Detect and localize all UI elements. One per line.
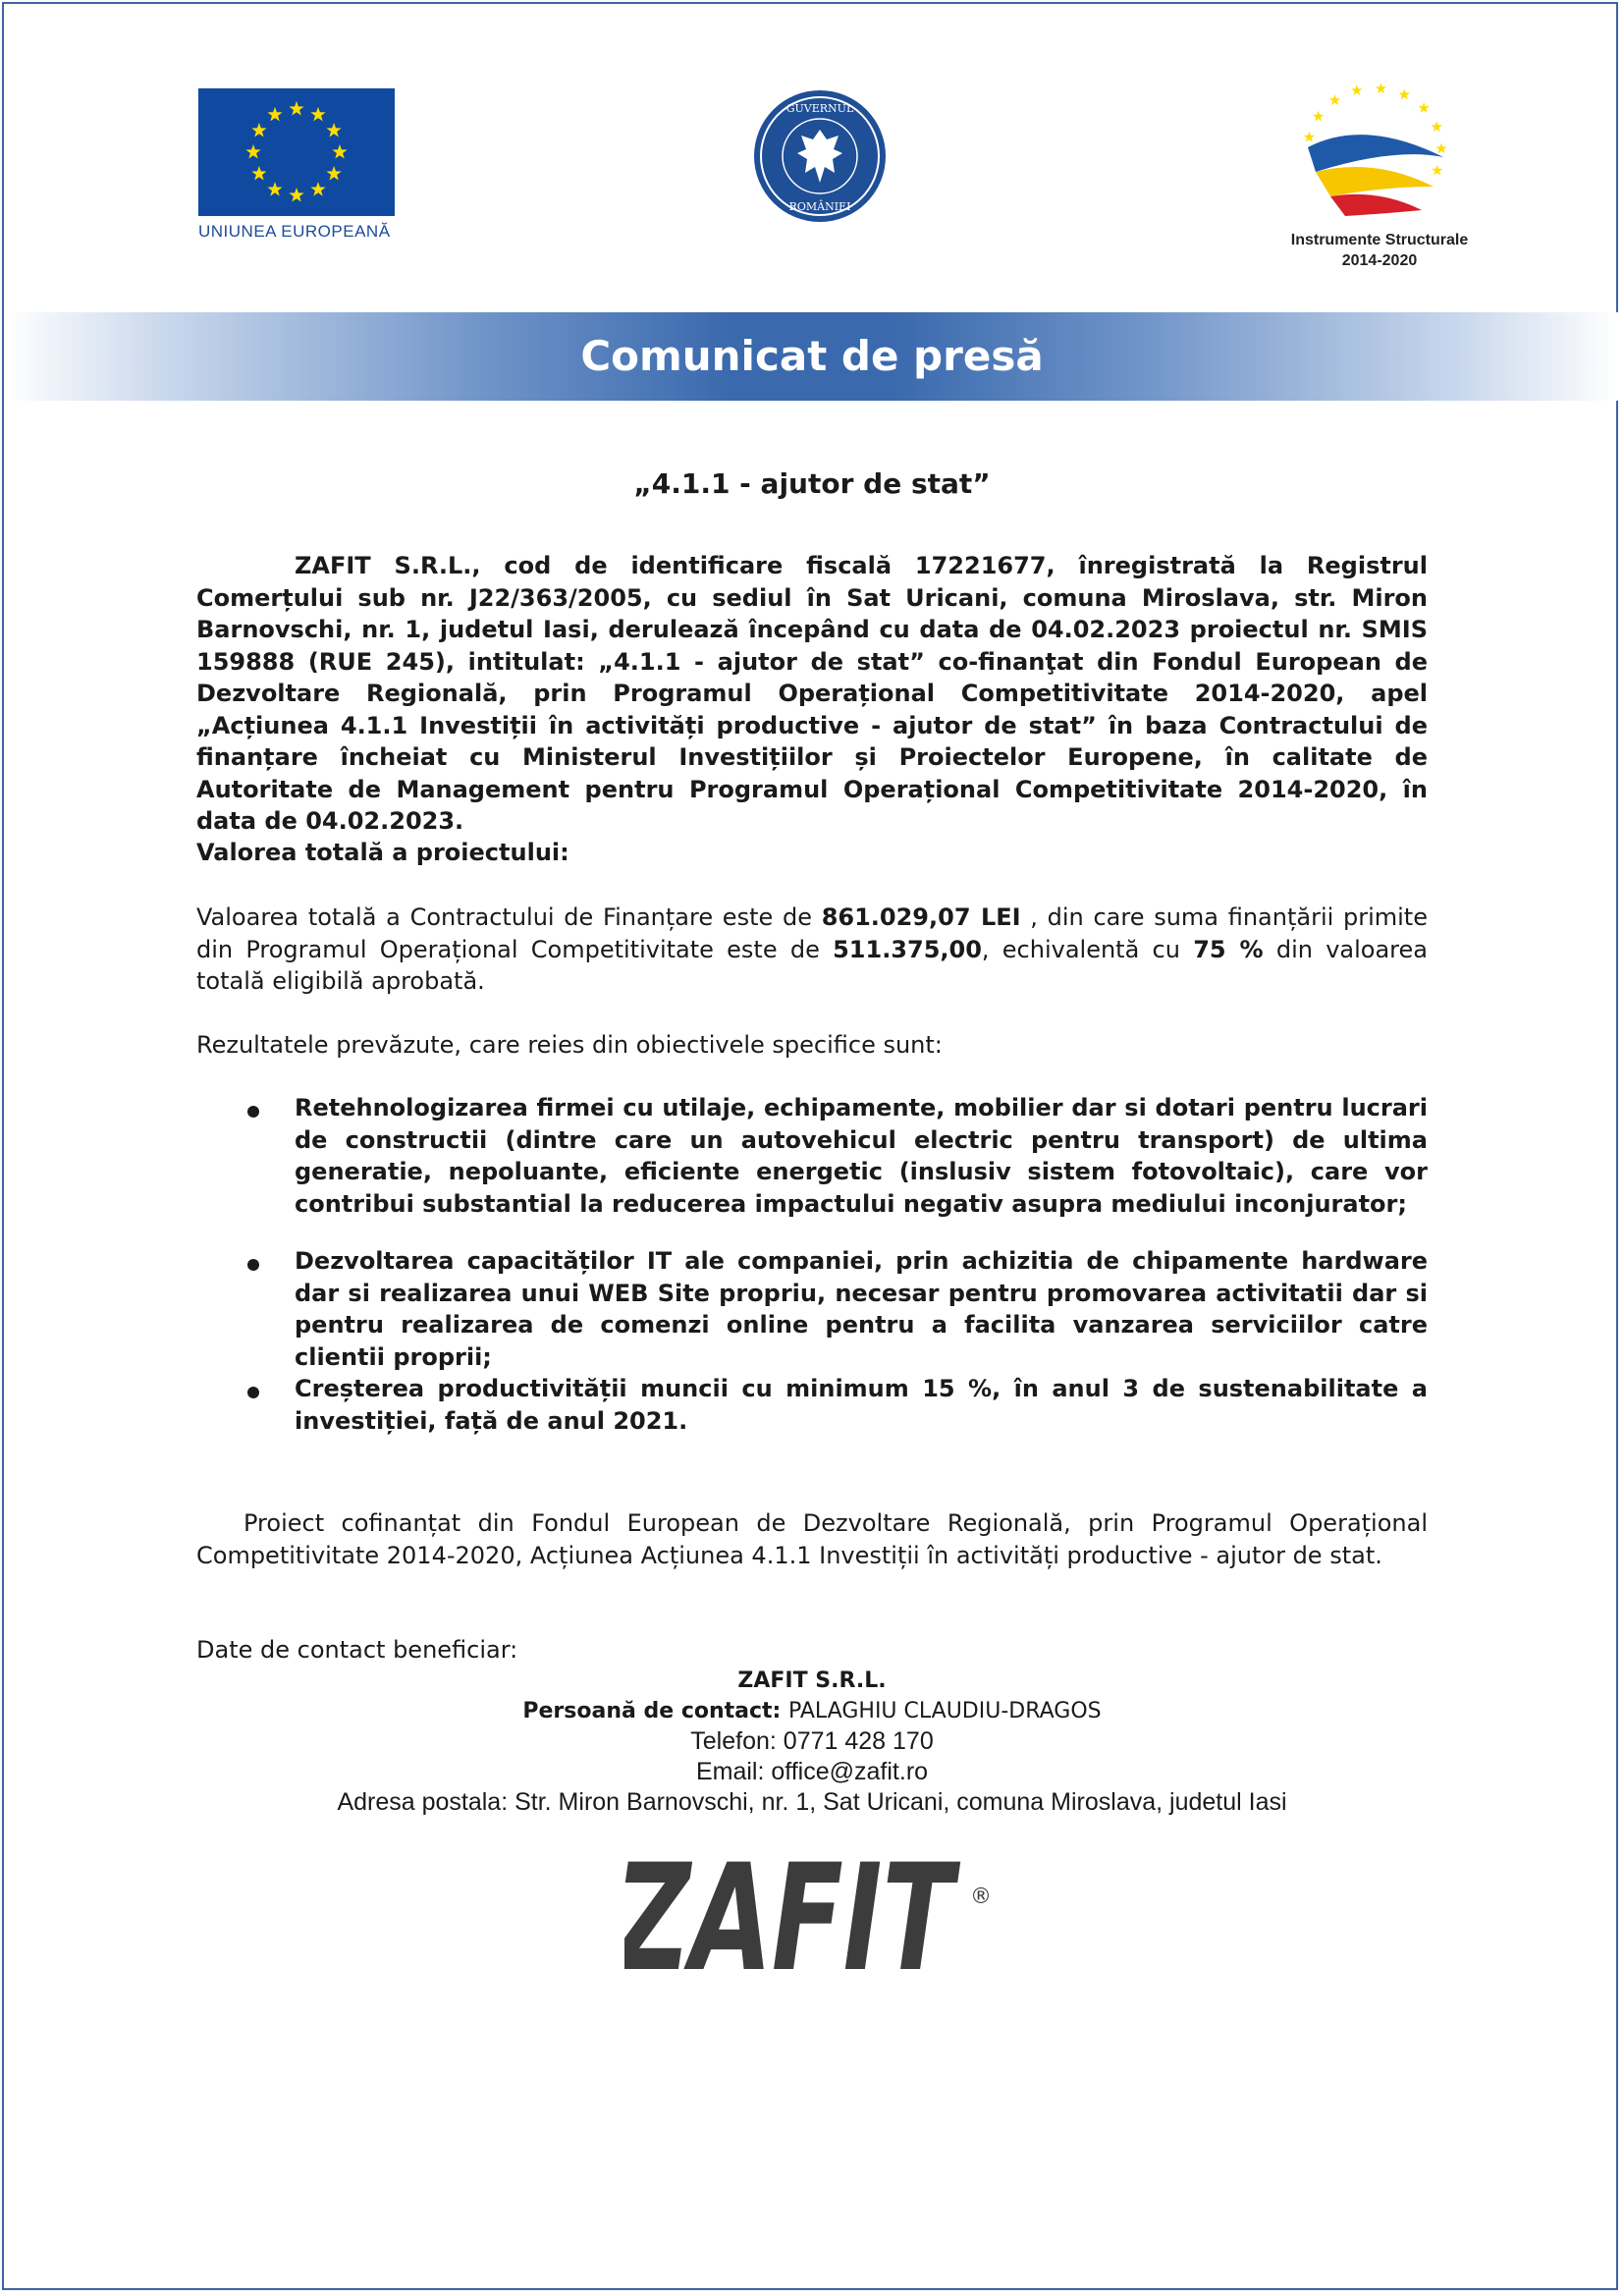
result-bullet-3: Creșterea productivității muncii cu minimum 15 %, în anul 3 de sustenabilitate a investiției, față de anul 2021. [295,1375,1428,1435]
contact-person [196,1696,1428,1726]
structural-star-icon [1432,121,1442,132]
document-title: „4.1.1 - ajutor de stat” [633,467,991,500]
eu-label: UNIUNEA EUROPEANĂ [198,222,391,241]
contact-person-label: Persoană de contact: [522,1699,789,1723]
value-text-1: Valoarea totală a Contractului de Finanțare este de [196,903,822,931]
structural-star-icon [1313,111,1324,122]
intro-paragraph: ZAFIT S.R.L., cod de identificare fiscală 17221677, înregistrată la Registrul Comerțului sub nr. J22/363/2005, cu sediul în Sat Uricani, comuna Miroslava, str. Miron Barnovschi, nr. 1, judetul Iasi, derulează începând cu data de 04.02.2023 proiectul nr. SMIS 159888 (RUE 245), intitulat: „4.1.1 - ajutor de stat” co-finanţat din Fondul European de Dezvoltare Regională, prin Programul Operațional Competitivitate 2014-2020, apel „Acțiunea 4.1.1 Investiții în activități productive - ajutor de stat” în baza Contractului de finanțare încheiat cu Ministerul Investițiilor și Proiectelor Europene, în calitate de Autoritate de Management pentru Programul Operațional Competitivitate 2014-2020, în data de 04.02.2023. [196,552,1428,835]
registered-mark: ® [970,1885,992,1909]
value-text-2: , din care suma finanțării primite din Programul Operațional Competitivitate este de [196,903,1428,963]
value-text-3: , echivalentă cu [981,935,1194,963]
results-intro: Rezultatele prevăzute, care reies din obiectivele specifice sunt: [196,1031,943,1059]
contact-company: ZAFIT S.R.L. [737,1668,887,1693]
contact-address: Adresa postala: Str. Miron Barnovschi, nr. 1, Sat Uricani, comuna Miroslava, judetul Iasi [337,1788,1287,1816]
contact-block [196,1666,1428,1818]
structural-star-icon [1432,165,1442,176]
structural-star-icon [1435,142,1446,153]
value-paragraph [196,902,1428,998]
value-funding: 511.375,00 [833,935,982,963]
svg-text:GUVERNUL: GUVERNUL [785,102,854,115]
structural-instruments-years: 2014-2020 [1341,252,1418,269]
structural-instruments-title: Instrumente Structurale [1290,232,1469,248]
structural-star-icon [1304,132,1315,142]
eu-flag-logo [198,88,395,216]
eu-flag-icon [198,88,395,216]
contact-person-name: PALAGHIU CLAUDIU-DRAGOS [788,1699,1102,1723]
contact-phone: Telefon: 0771 428 170 [690,1727,934,1755]
zafit-logo [624,1846,998,1979]
press-release-banner [6,312,1618,401]
structural-star-icon [1399,88,1410,99]
structural-instruments-label [1267,230,1492,271]
bullet-dot [247,1387,259,1398]
value-percent: 75 % [1193,935,1264,963]
svg-text:ROMÂNIEI: ROMÂNIEI [788,200,851,213]
zafit-logo-text: ZAFIT [624,1846,998,1979]
value-total: 861.029,07 LEI [821,903,1021,931]
structural-star-icon [1376,82,1386,93]
value-text-4: din valoarea totală eligibilă aprobată. [196,935,1428,995]
contact-heading: Date de contact beneficiar: [196,1636,518,1664]
banner-title: Comunicat de presă [580,332,1044,380]
structural-star-icon [1418,102,1429,113]
result-bullet-2: Dezvoltarea capacităților IT ale companiei, prin achizitia de chipamente hardware dar si realizarea unui WEB Site propriu, necesar pentru promovarea activitatii dar si pentru realizarea de comenzi online pentru a facilita vanzarea serviciilor catre clientii proprii; [295,1247,1428,1371]
structural-star-icon [1351,84,1362,95]
structural-instruments-icon [1296,79,1453,226]
value-heading: Valorea totală a proiectului: [196,839,569,866]
government-seal-logo [752,88,888,224]
structural-star-icon [1329,94,1340,105]
result-bullet-1: Retehnologizarea firmei cu utilaje, echipamente, mobilier dar si dotari pentru lucrari de constructii (dintre care un autovehicul electric pentru transport) de ultima generatie, nepoluante, eficiente energetic (inslusiv sistem fotovoltaic), care vor contribui substantial la reducerea impactului negativ asupra mediului inconjurator; [295,1094,1428,1218]
bullet-dot [247,1259,259,1271]
structural-instruments-logo [1296,79,1453,226]
zafit-logo-icon [624,1846,998,1979]
cofinance-paragraph: Proiect cofinanțat din Fondul European de Dezvoltare Regională, prin Programul Operațional Competitivitate 2014-2020, Acțiunea Acțiunea 4.1.1 Investiții în activități productive - ajutor de stat. [196,1509,1428,1569]
government-seal-icon [752,88,888,224]
bullet-dot [247,1106,259,1118]
contact-email: Email: office@zafit.ro [695,1758,929,1785]
